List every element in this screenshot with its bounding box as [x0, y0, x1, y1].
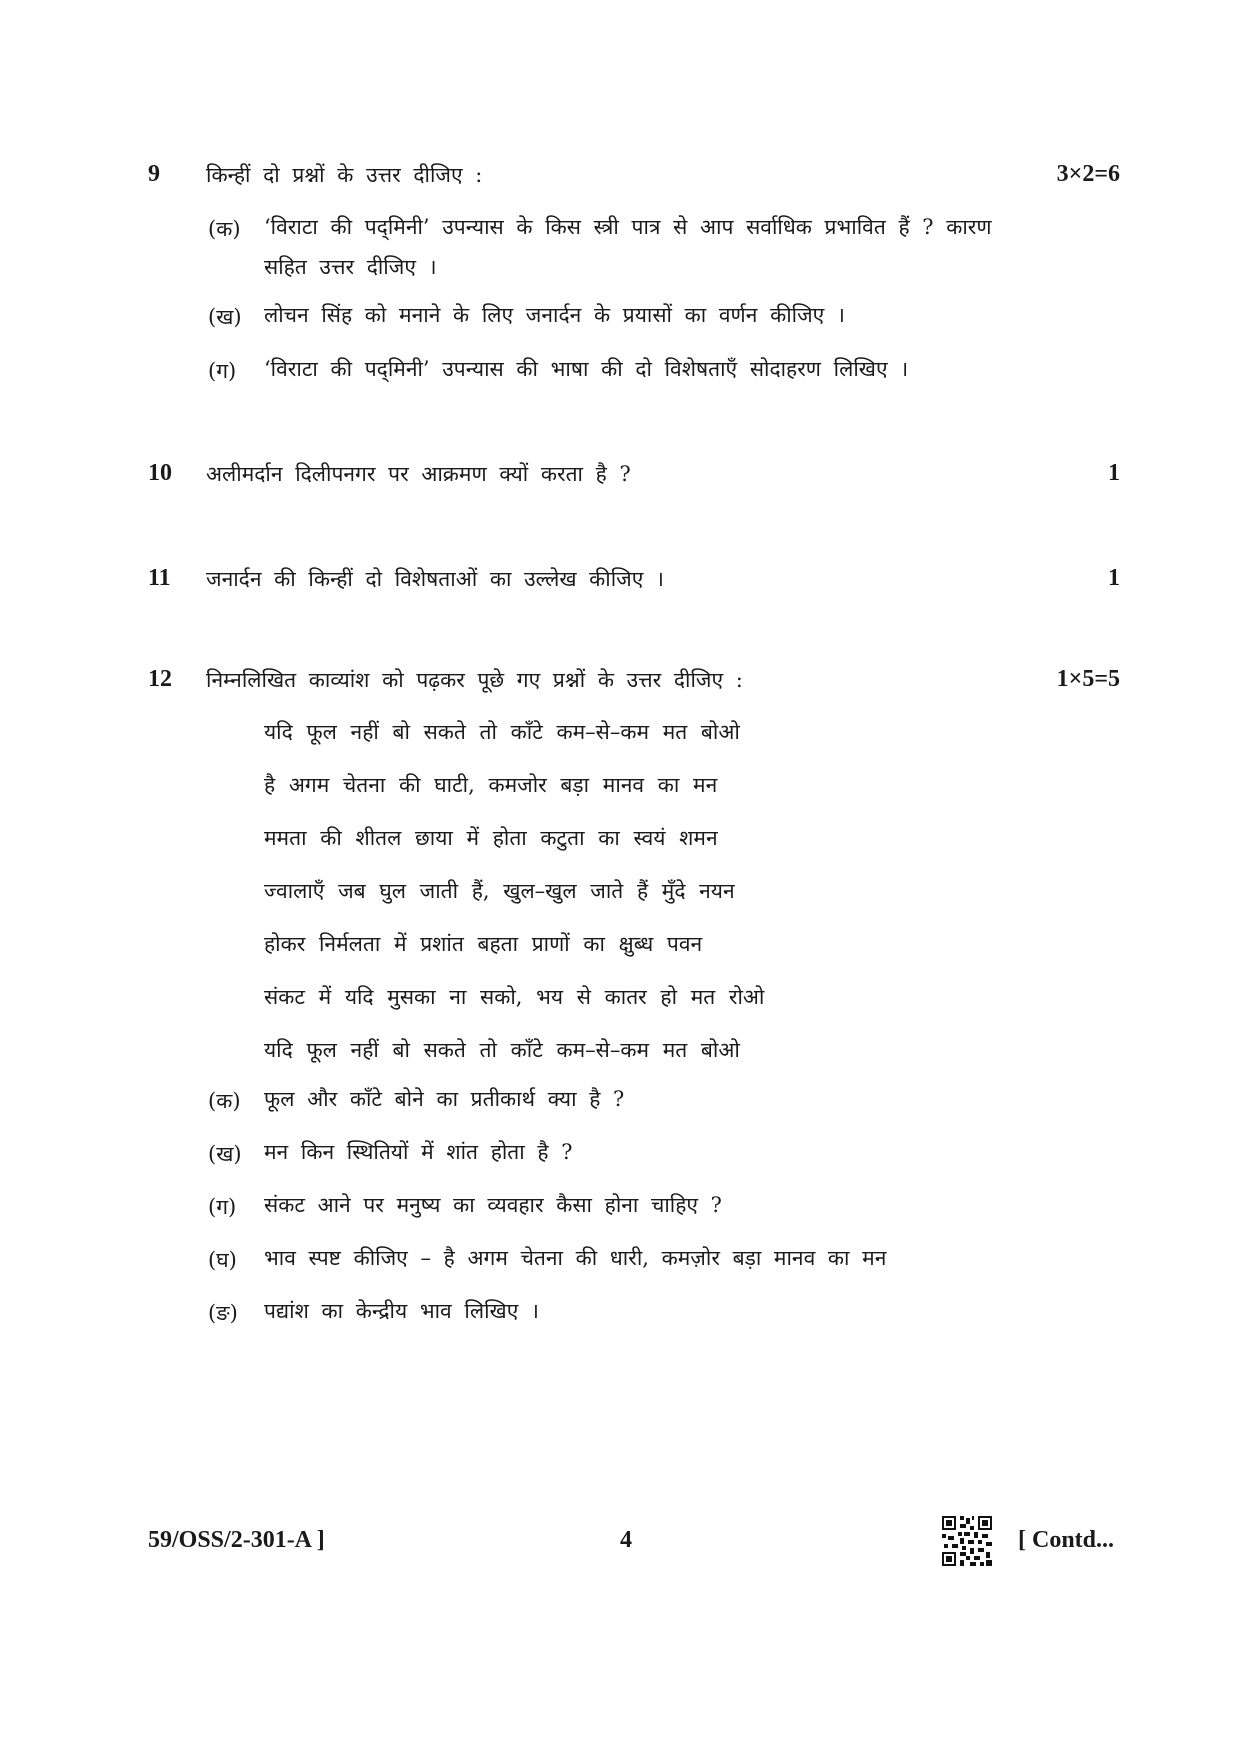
poem-line: ममता की शीतल छाया में होता कटुता का स्वयं शमन	[264, 826, 718, 850]
question-marks: 3×2=6	[1056, 161, 1120, 187]
part-label: (क)	[208, 217, 241, 241]
part-text: संकट आने पर मनुष्य का व्यवहार कैसा होना चाहिए ?	[264, 1193, 722, 1217]
question-marks: 1×5=5	[1056, 666, 1120, 692]
question-text: अलीमर्दान दिलीपनगर पर आक्रमण क्यों करता है ?	[206, 462, 631, 486]
question-text: निम्नलिखित काव्यांश को पढ़कर पूछे गए प्रश्नों के उत्तर दीजिए :	[206, 668, 743, 692]
question-number: 10	[148, 460, 172, 486]
part-text: फूल और काँटे बोने का प्रतीकार्थ क्या है ?	[264, 1087, 625, 1111]
page-number: 4	[620, 1527, 632, 1553]
part-label: (ङ)	[208, 1301, 238, 1325]
poem-line: है अगम चेतना की घाटी, कमजोर बड़ा मानव का मन	[264, 773, 718, 797]
question-number: 12	[148, 666, 172, 692]
question-number: 9	[148, 161, 160, 187]
poem-line: यदि फूल नहीं बो सकते तो काँटे कम–से–कम मत बोओ	[264, 1038, 740, 1062]
qr-code-icon	[942, 1516, 992, 1566]
question-text: किन्हीं दो प्रश्नों के उत्तर दीजिए :	[206, 163, 483, 187]
poem-line: यदि फूल नहीं बो सकते तो काँटे कम–से–कम मत बोओ	[264, 720, 740, 744]
paper-code: 59/OSS/2-301-A ]	[148, 1527, 325, 1553]
poem-line: होकर निर्मलता में प्रशांत बहता प्राणों का क्षुब्ध पवन	[264, 932, 703, 956]
part-text: ‘विराटा की पद्‌मिनी’ उपन्यास की भाषा की दो विशेषताएँ सोदाहरण लिखिए ।	[264, 357, 909, 381]
part-text: लोचन सिंह को मनाने के लिए जनार्दन के प्रयासों का वर्णन कीजिए ।	[264, 303, 845, 327]
part-label: (ख)	[208, 305, 242, 329]
poem-line: संकट में यदि मुसका ना सको, भय से कातर हो मत रोओ	[264, 985, 765, 1009]
part-text: ‘विराटा की पद्‌मिनी’ उपन्यास के किस स्त्री पात्र से आप सर्वाधिक प्रभावित हैं ? कारण सहित उत्तर दीजिए ।	[264, 215, 992, 279]
part-text: मन किन स्थितियों में शांत होता है ?	[264, 1140, 573, 1164]
question-marks: 1	[1108, 565, 1120, 591]
part-label: (ख)	[208, 1142, 242, 1166]
question-number: 11	[148, 565, 171, 591]
part-label: (क)	[208, 1089, 241, 1113]
part-label: (ग)	[208, 359, 237, 383]
part-label: (ग)	[208, 1195, 237, 1219]
question-marks: 1	[1108, 460, 1120, 486]
part-label: (घ)	[208, 1248, 237, 1272]
part-text: भाव स्पष्ट कीजिए – है अगम चेतना की धारी, कमज़ोर बड़ा मानव का मन	[264, 1246, 887, 1270]
poem-line: ज्वालाएँ जब घुल जाती हैं, खुल–खुल जाते हैं मुँदे नयन	[264, 879, 735, 903]
part-text: पद्यांश का केन्द्रीय भाव लिखिए ।	[264, 1299, 539, 1323]
question-text: जनार्दन की किन्हीं दो विशेषताओं का उल्लेख कीजिए ।	[206, 567, 665, 591]
continued-label: [ Contd...	[1018, 1527, 1115, 1553]
